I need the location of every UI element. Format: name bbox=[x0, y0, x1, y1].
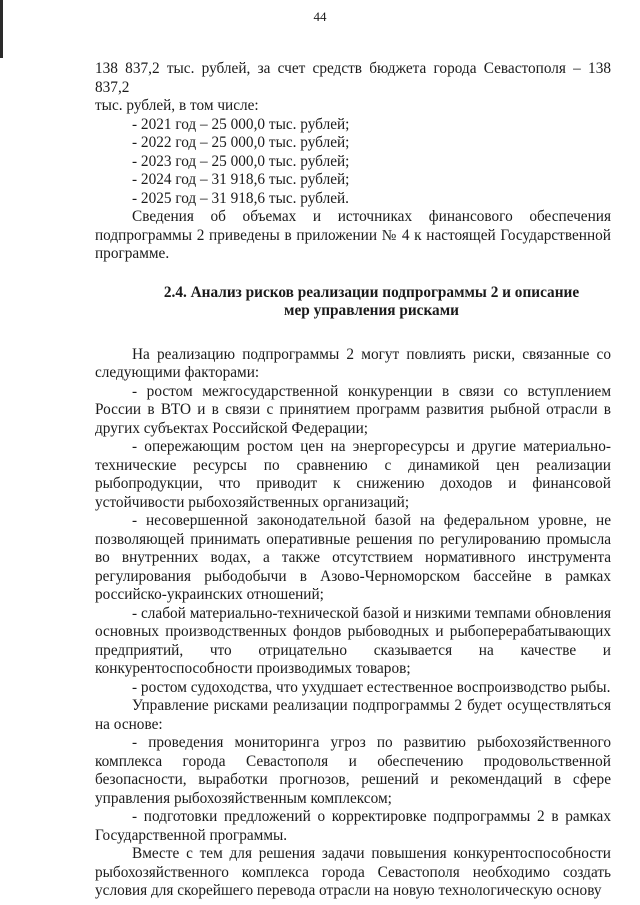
section-heading bbox=[95, 284, 611, 321]
management-item-proposals: - подготовки предложений о корректировке подпрограммы 2 в рамках Государственной программы. bbox=[95, 808, 611, 844]
closing-paragraph: Вместе с тем для решения задачи повышения конкурентоспособности рыбохозяйственного комплекса города Севастополя необходимо создать условия для скорейшего перевода отрасли на новую технологическую основу bbox=[95, 845, 611, 899]
risk-item-wto: - ростом межгосударственной конкуренции в связи со вступлением России в ВТО и в связи с принятием программ развития рыбной отрасли в других субъектах Российской Федерации; bbox=[95, 382, 611, 437]
budget-item-2024: - 2024 год – 31 918,6 тыс. рублей; bbox=[132, 171, 350, 188]
risk-item-prices: - опережающим ростом цен на энергоресурсы и другие материально-технические ресурсы по сравнению с динамикой цен реализации рыбопродукции, что приводит к снижению доходов и финансовой устойчивости рыбохозяйственных организаций; bbox=[95, 438, 611, 511]
budget-item-2025: - 2025 год – 31 918,6 тыс. рублей. bbox=[132, 189, 350, 207]
intro-line-1: 138 837,2 тыс. рублей, за счет средств бюджета города Севастополя – 138 837,2 bbox=[95, 60, 611, 96]
budget-list bbox=[95, 116, 611, 209]
document-body bbox=[95, 60, 611, 901]
section-heading-line-2: мер управления рисками bbox=[284, 302, 459, 319]
budget-item-2022: - 2022 год – 25 000,0 тыс. рублей; bbox=[132, 134, 350, 151]
risk-item-shipping: - ростом судоходства, что ухудшает естественное воспроизводство рыбы. bbox=[132, 678, 611, 696]
funding-info-paragraph: Сведения об объемах и источниках финансового обеспечения подпрограммы 2 приведены в приложении № 4 к настоящей Государственной программе. bbox=[95, 208, 611, 262]
budget-item-2023: - 2023 год – 25 000,0 тыс. рублей; bbox=[132, 152, 350, 170]
risks-intro-paragraph: На реализацию подпрограммы 2 могут повлиять риски, связанные со следующими факторами: bbox=[95, 345, 611, 381]
page-number: 44 bbox=[313, 9, 327, 24]
risk-item-legislation: - несовершенной законодательной базой на федеральном уровне, не позволяющей принимать оперативные решения по регулированию промысла во внутренних водах, а также отсутствием нормативного инструмента регулирования рыбодобычи в Азово-Черноморском бассейне в рамках российско-украинских отношений; bbox=[95, 512, 611, 603]
management-intro-paragraph: Управление рисками реализации подпрограммы 2 будет осуществляться на основе: bbox=[95, 697, 611, 733]
budget-item-2021: - 2021 год – 25 000,0 тыс. рублей; bbox=[132, 115, 350, 133]
intro-line-2: тыс. рублей, в том числе: bbox=[95, 97, 259, 114]
risk-item-technical-base: - слабой материально-технической базой и низкими темпами обновления основных производственных фондов рыбоводных и рыбоперерабатывающих предприятий, что отрицательно сказывается на качестве и конкурентоспособности производимых товаров; bbox=[95, 604, 611, 677]
management-item-monitoring: - проведения мониторинга угроз по развитию рыбохозяйственного комплекса города Севастополя и обеспечению продовольственной безопасности, выработки прогнозов, решений и рекомендаций в сфере управления рыбохозяйственным комплексом; bbox=[95, 734, 611, 807]
section-heading-line-1: 2.4. Анализ рисков реализации подпрограммы 2 и описание bbox=[163, 283, 580, 301]
